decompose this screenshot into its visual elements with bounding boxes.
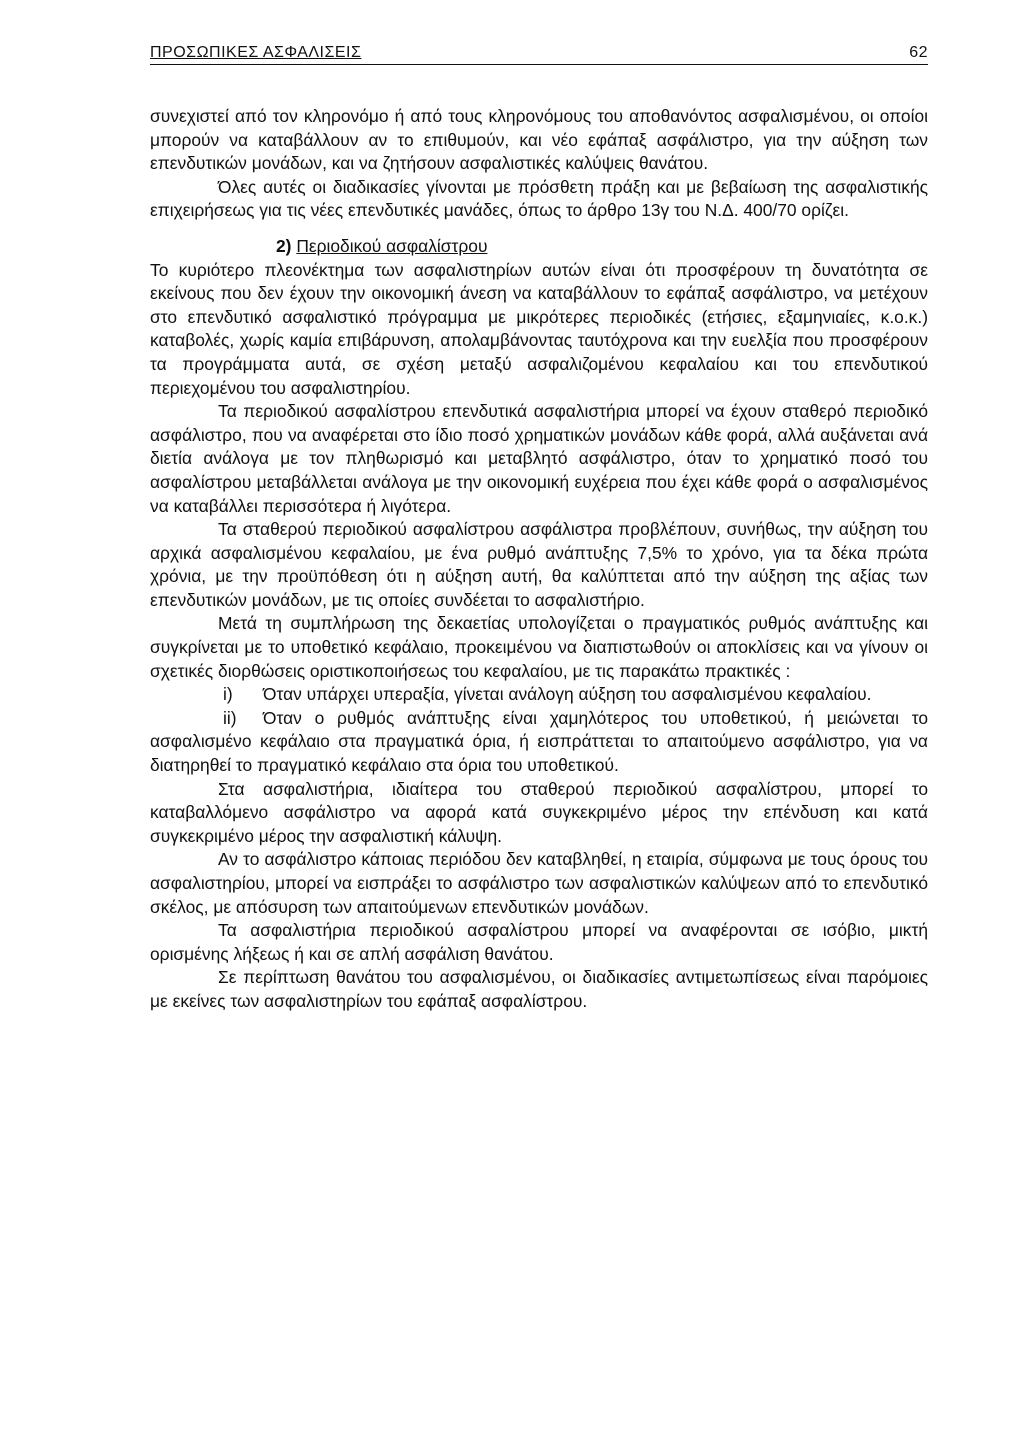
list-item-2 [150, 707, 928, 778]
paragraph-3: Το κυριότερο πλεονέκτημα των ασφαλιστηρίων αυτών είναι ότι προσφέρουν τη δυνατότητα σε εκείνους που δεν έχουν την οικονομική άνεση να καταβάλλουν το εφάπαξ ασφάλιστρο, να μετέχουν στο επενδυτικό ασφαλιστικό πρόγραμμα με μικρότερες περιοδικές (ετήσιες, εξαμηνιαίες, κ.ο.κ.) καταβολές, χωρίς καμία επιβάρυνση, απολαμβάνοντας ταυτόχρονα και την ευελξία που προσφέρουν τα προγράμματα αυτά, σε σχέση μεταξύ ασφαλιζομένου κεφαλαίου και του επενδυτικού περιεχομένου του ασφαλιστηρίου. [150, 259, 928, 398]
list-item-2-text: Όταν ο ρυθμός ανάπτυξης είναι χαμηλότερος του υποθετικού, ή μειώνεται το ασφαλισμένο κεφάλαιο στα πραγματικά όρια, ή εισπράττεται το απαιτούμενο ασφάλιστρο, για να διατηρηθεί το πραγματικό κεφάλαιο στα όρια του υποθετικού. [150, 707, 928, 776]
list-item-1 [150, 683, 928, 707]
paragraph-10: Σε περίπτωση θανάτου του ασφαλισμένου, οι διαδικασίες αντιμετωπίσεως είναι παρόμοιες με εκείνες των ασφαλιστηρίων του εφάπαξ ασφαλίστρου. [150, 967, 928, 1011]
paragraph-8: Αν το ασφάλιστρο κάποιας περιόδου δεν καταβληθεί, η εταιρία, σύμφωνα με τους όρους του ασφαλιστηρίου, μπορεί να εισπράξει το ασφάλιστρο των ασφαλιστικών καλύψεων από το επενδυτικό σκέλος, με απόσυρση των απαιτούμενων επενδυτικών μονάδων. [150, 849, 928, 917]
paragraph-2: Όλες αυτές οι διαδικασίες γίνονται με πρόσθετη πράξη και με βεβαίωση της ασφαλιστικής επιχειρήσεως για τις νέες επενδυτικές μανάδες, όπως το άρθρο 13γ του Ν.Δ. 400/70 ορίζει. [150, 176, 928, 221]
page-number: 62 [909, 44, 928, 61]
section-number: 2) [276, 235, 292, 256]
list-item-1-number: i) [223, 684, 233, 705]
list-item-2-number: ii) [223, 707, 237, 728]
running-header [150, 40, 928, 65]
list-item-1-text: Όταν υπάρχει υπεραξία, γίνεται ανάλογη αύξηση του ασφαλισμένου κεφαλαίου. [263, 684, 872, 705]
paragraph-9: Τα ασφαλιστήρια περιοδικού ασφαλίστρου μπορεί να αναφέρονται σε ισόβιο, μικτή ορισμένης λήξεως ή και σε απλή ασφάλιση θανάτου. [150, 920, 928, 964]
section-title: Περιοδικού ασφαλίστρου [296, 235, 488, 256]
paragraph-4: Τα περιοδικού ασφαλίστρου επενδυτικά ασφαλιστήρια μπορεί να έχουν σταθερό περιοδικό ασφάλιστρο, που να αναφέρεται στο ίδιο ποσό χρηματικών μονάδων κάθε φορά, αλλά αυξάνεται ανά διετία ανάλογα με τον πληθωρισμό και μεταβλητό ασφάλιστρο, όταν το χρηματικό ποσό του ασφαλίστρου μεταβάλλεται ανάλογα με την οικονομική ευχέρεια που έχει κάθε φορά ο ασφαλισμένος να καταβάλλει περισσότερα ή λιγότερα. [150, 401, 928, 516]
header-title: ΠΡΟΣΩΠΙΚΕΣ ΑΣΦΑΛΙΣΕΙΣ [150, 44, 362, 61]
paragraph-6: Μετά τη συμπλήρωση της δεκαετίας υπολογίζεται ο πραγματικός ρυθμός ανάπτυξης και συγκρίνεται με το υποθετικό κεφάλαιο, προκειμένου να διαπιστωθούν οι αποκλίσεις και να γίνουν οι σχετικές διορθώσεις οριστικοποιήσεως του κεφαλαίου, με τις παρακάτω πρακτικές : [150, 613, 928, 681]
paragraph-5: Τα σταθερού περιοδικού ασφαλίστρου ασφάλιστρα προβλέπουν, συνήθως, την αύξηση του αρχικά ασφαλισμένου κεφαλαίου, με ένα ρυθμό ανάπτυξης 7,5% το χρόνο, για τα δέκα πρώτα χρόνια, με την προϋπόθεση ότι η αύξηση αυτή, θα καλύπτεται από την αύξηση της αξίας των επενδυτικών μονάδων, με τις οποίες συνδέεται το ασφαλιστήριο. [150, 519, 928, 610]
paragraph-1: συνεχιστεί από τον κληρονόμο ή από τους κληρονόμους του αποθανόντος ασφαλισμένου, οι οποίοι μπορούν να καταβάλλουν αν το επιθυμούν, και νέο εφάπαξ ασφάλιστρο, για την αύξηση των επενδυτικών μονάδων, και να ζητήσουν ασφαλιστικές καλύψεις θανάτου. [150, 106, 928, 174]
paragraph-7: Στα ασφαλιστήρια, ιδιαίτερα του σταθερού περιοδικού ασφαλίστρου, μπορεί το καταβαλλόμενο ασφάλιστρο να αφορά κατά συγκεκριμένο μέρος την επένδυση και κατά συγκεκριμένο μέρος την ασφαλιστική κάλυψη. [150, 778, 928, 846]
body-text [150, 105, 928, 1014]
section-heading [150, 235, 928, 259]
